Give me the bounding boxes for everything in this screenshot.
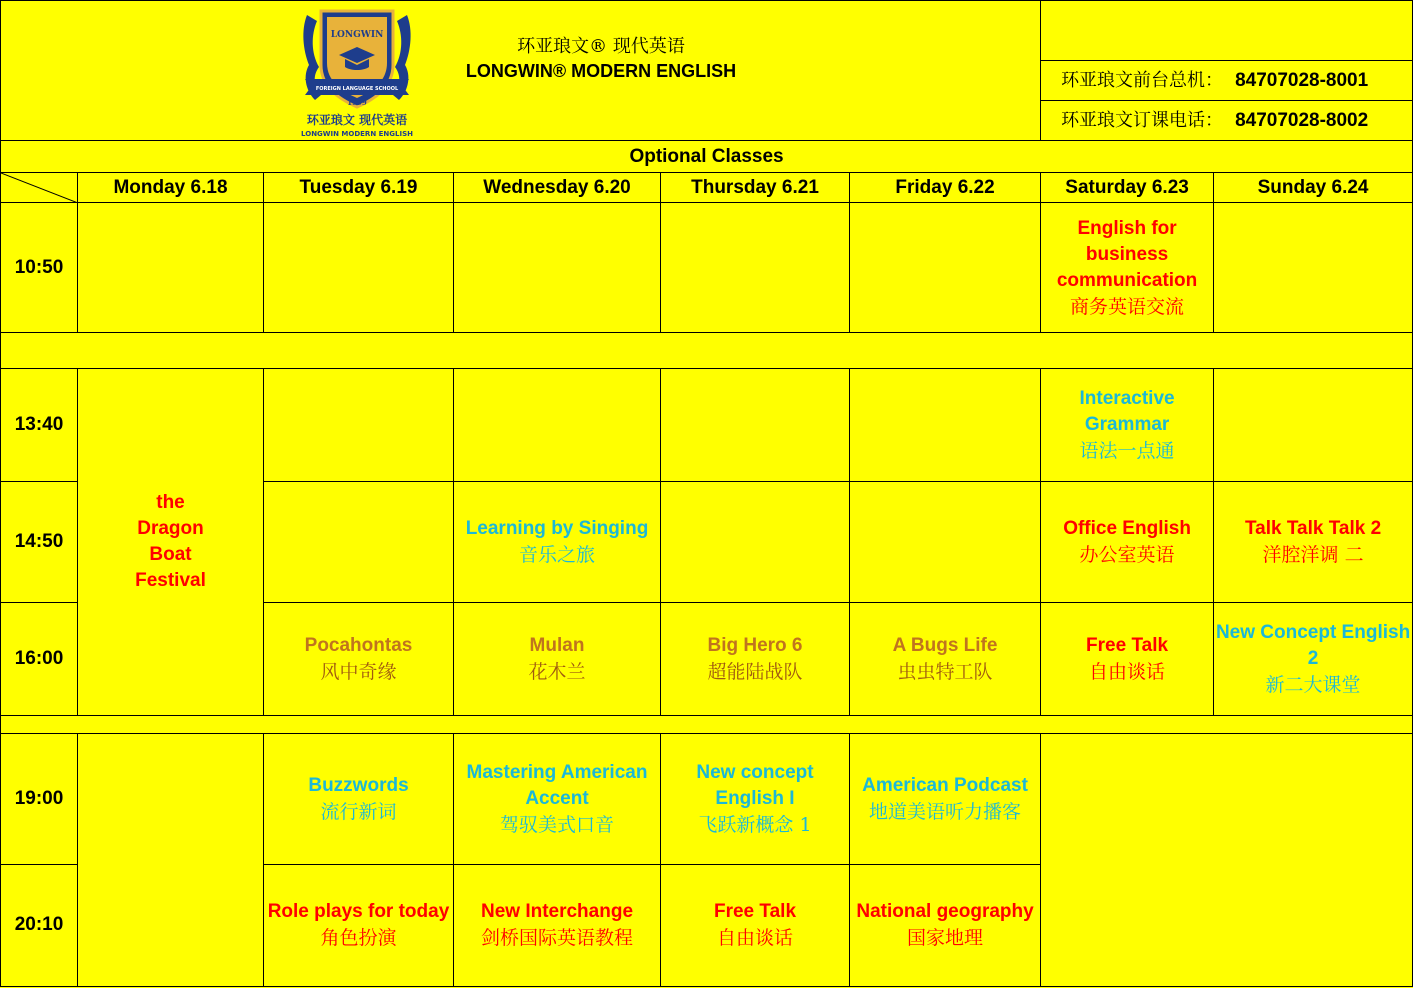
empty-cell	[850, 481, 1041, 602]
day-header-monday: Monday 6.18	[78, 173, 264, 203]
class-thu-2010	[661, 864, 850, 986]
contact-label: 环亚琅文订课电话：	[1061, 109, 1224, 131]
class-title-zh: 流行新词	[320, 801, 397, 824]
class-sat-1450	[1041, 481, 1214, 602]
empty-cell	[454, 368, 661, 481]
spacer-row	[1, 716, 1413, 734]
class-wed-1450	[454, 481, 661, 602]
day-header-saturday: Saturday 6.23	[1041, 173, 1214, 203]
class-title-en: New Concept English 2	[1215, 622, 1411, 670]
class-fri-1900	[850, 734, 1041, 864]
class-title-zh: 地道美语听力播客	[869, 801, 1022, 824]
brand-title	[441, 35, 761, 83]
logo-caption-zh: 环亚琅文 现代英语	[306, 113, 408, 127]
class-title-en: Mulan	[529, 635, 585, 657]
empty-cell	[1214, 368, 1413, 481]
brand-title-en: LONGWIN® MODERN ENGLISH	[465, 61, 737, 81]
time-2010: 20:10	[1, 864, 78, 986]
corner-cell	[1, 173, 78, 203]
class-title-en: New concept English I	[696, 762, 814, 810]
logo-top-text: LONGWIN	[330, 30, 384, 40]
class-fri-1600	[850, 603, 1041, 716]
empty-cell	[78, 734, 264, 987]
class-sat-1600	[1041, 603, 1214, 716]
class-wed-2010	[454, 864, 661, 986]
class-title-zh: 办公室英语	[1079, 544, 1175, 567]
class-title-zh: 自由谈话	[716, 927, 793, 950]
logo-year: 1999	[347, 98, 367, 107]
contact-booking	[1041, 101, 1413, 141]
festival-line: Festival	[135, 570, 206, 592]
festival-cell	[78, 368, 264, 716]
empty-cell	[264, 368, 454, 481]
time-1600: 16:00	[1, 603, 78, 716]
contact-label: 环亚琅文前台总机：	[1061, 69, 1224, 91]
class-title-en: Role plays for today	[267, 901, 450, 923]
diagonal-line-icon	[1, 173, 78, 203]
class-title-zh: 语法一点通	[1079, 439, 1175, 462]
contact-front-desk	[1041, 61, 1413, 101]
logo-caption-en: LONGWIN MODERN ENGLISH	[301, 130, 413, 138]
empty-cell	[850, 203, 1041, 332]
class-title-zh: 洋腔洋调 二	[1262, 544, 1364, 567]
class-title-en: Free Talk	[1086, 635, 1169, 657]
class-title-zh: 国家地理	[907, 927, 984, 950]
class-title-en: Big Hero 6	[707, 635, 803, 657]
class-tue-1900	[264, 734, 454, 864]
class-title-en: Interactive Grammar	[1079, 387, 1175, 435]
empty-cell	[661, 481, 850, 602]
class-title-en: Office English	[1063, 518, 1191, 540]
class-title-en: New Interchange	[480, 901, 634, 923]
time-1340: 13:40	[1, 368, 78, 481]
class-fri-2010	[850, 864, 1041, 986]
day-header-thursday: Thursday 6.21	[661, 173, 850, 203]
class-title-en: Buzzwords	[308, 775, 409, 797]
class-title-zh: 飞跃新概念 1	[698, 814, 812, 837]
class-title-en: American Podcast	[862, 775, 1028, 797]
empty-cell	[264, 203, 454, 332]
class-tue-2010	[264, 864, 454, 986]
time-1900: 19:00	[1, 734, 78, 864]
contact-number: 84707028-8002	[1235, 109, 1369, 131]
festival-line: the	[156, 492, 185, 514]
class-title-en: Mastering American Accent	[466, 762, 648, 810]
day-header-tuesday: Tuesday 6.19	[264, 173, 454, 203]
class-title-zh: 风中奇缘	[320, 661, 397, 684]
time-1050: 10:50	[1, 203, 78, 332]
spacer-row	[1, 332, 1413, 368]
class-title-zh: 自由谈话	[1089, 661, 1166, 684]
festival-line: Dragon	[137, 518, 204, 540]
empty-cell	[264, 481, 454, 602]
empty-cell	[661, 368, 850, 481]
day-header-sunday: Sunday 6.24	[1214, 173, 1413, 203]
class-title-en: English for business communication	[1056, 217, 1198, 291]
class-wed-1600	[454, 603, 661, 716]
class-sun-1450	[1214, 481, 1413, 602]
empty-cell	[661, 203, 850, 332]
empty-cell	[454, 203, 661, 332]
class-title-en: A Bugs Life	[892, 635, 998, 657]
time-1450: 14:50	[1, 481, 78, 602]
empty-cell	[1041, 734, 1413, 987]
class-thu-1600	[661, 603, 850, 716]
class-title-zh: 新二大课堂	[1265, 674, 1361, 697]
class-title-zh: 音乐之旅	[518, 544, 595, 567]
class-title-zh: 虫虫特工队	[897, 661, 993, 684]
optional-classes-banner: Optional Classes	[1, 141, 1413, 173]
empty-cell	[850, 368, 1041, 481]
class-tue-1600	[264, 603, 454, 716]
day-header-wednesday: Wednesday 6.20	[454, 173, 661, 203]
class-title-zh: 剑桥国际英语教程	[480, 927, 633, 950]
empty-cell	[78, 203, 264, 332]
empty-cell	[1214, 203, 1413, 332]
brand-title-zh: 环亚琅文® 现代英语	[517, 36, 685, 57]
class-sat-1050	[1041, 203, 1214, 332]
class-title-zh: 角色扮演	[320, 927, 397, 950]
header-area	[1, 1, 1041, 141]
class-title-zh: 商务英语交流	[1070, 295, 1185, 318]
class-title-en: Free Talk	[713, 901, 797, 923]
class-title-en: Learning by Singing	[465, 518, 649, 540]
festival-line: Boat	[149, 544, 192, 566]
logo-ribbon-text: FOREIGN LANGUAGE SCHOOL	[315, 86, 399, 92]
class-title-zh: 超能陆战队	[707, 661, 803, 684]
day-header-friday: Friday 6.22	[850, 173, 1041, 203]
class-title-zh: 驾驭美式口音	[499, 814, 614, 837]
class-title-zh: 花木兰	[528, 661, 586, 684]
class-title-en: Pocahontas	[304, 635, 413, 657]
header-blank-cell	[1041, 1, 1413, 61]
class-wed-1900	[454, 734, 661, 864]
contact-number: 84707028-8001	[1235, 69, 1369, 91]
class-title-en: Talk Talk Talk 2	[1244, 518, 1382, 540]
class-sat-1340	[1041, 368, 1214, 481]
class-title-en: National geography	[856, 901, 1034, 923]
class-thu-1900	[661, 734, 850, 864]
class-sun-1600	[1214, 603, 1413, 716]
longwin-logo-icon	[299, 5, 415, 139]
